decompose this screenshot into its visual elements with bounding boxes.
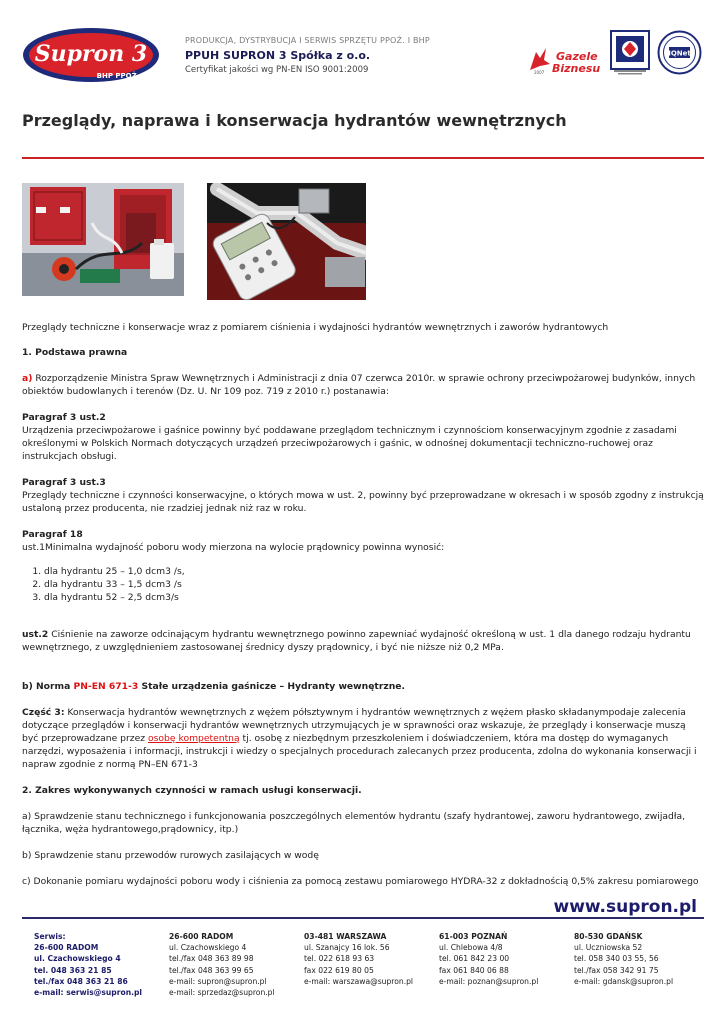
title-divider bbox=[22, 157, 704, 159]
paragraf-18-text: ust.1Minimalna wydajność poboru wody mierzona na wylocie prądownicy powinna wynosić: bbox=[22, 542, 445, 553]
badge-year: 2007 bbox=[534, 70, 545, 75]
footer-line: tel./fax 048 363 99 65 bbox=[169, 965, 254, 975]
gazelle-icon bbox=[530, 48, 550, 70]
norm-heading bbox=[22, 680, 704, 693]
page-header bbox=[0, 0, 725, 100]
footer-line: tel. 058 340 03 55, 56 bbox=[574, 954, 659, 964]
czesc-3-label: Część 3: bbox=[22, 707, 65, 718]
footer-col-warszawa bbox=[304, 931, 434, 987]
footer-divider bbox=[22, 917, 704, 919]
hydrant-cabinet-photo bbox=[22, 183, 184, 296]
footer-line: ul. Czachowskiego 4 bbox=[169, 943, 247, 953]
footer-line: Serwis: bbox=[34, 932, 66, 941]
section2-heading: 2. Zakres wykonywanych czynności w ramach usługi konserwacji. bbox=[22, 785, 362, 796]
logo-text: Supron 3 bbox=[34, 41, 148, 67]
footer-city: 80-530 GDAŃSK bbox=[574, 932, 643, 941]
footer-col-serwis bbox=[34, 931, 164, 998]
iqnet-text: IQNet bbox=[668, 49, 691, 58]
norm-suffix: Stałe urządzenia gaśnicze – Hydranty wewnętrzne. bbox=[138, 681, 405, 692]
section1-a-paragraph bbox=[22, 372, 704, 398]
footer-email[interactable]: e-mail: serwis@supron.pl bbox=[34, 988, 143, 998]
gazele-biznesu-badge bbox=[526, 44, 602, 76]
section2-a-text: a) Sprawdzenie stanu technicznego i funkcjonowania poszczególnych elementów hydrantu (szafy hydrantowej, zaworu hydrantowego, zwijadła, łącznika, węża hydrantowego,prądownicy, itp.) bbox=[22, 811, 685, 835]
footer-line: tel. 061 842 23 00 bbox=[439, 954, 510, 964]
ust2-paragraph bbox=[22, 628, 704, 654]
iqnet-badge-icon bbox=[657, 30, 702, 75]
supron-logo[interactable] bbox=[22, 27, 160, 83]
logo-subtext: BHP PPOŻ. bbox=[96, 72, 140, 80]
ust2-text: Ciśnienie na zaworze odcinającym hydrantu wewnętrznego powinno zapewniać wydajność określoną w ust. 1 dla danego rodzaju hydrantu wewnętrznego, z uwzględnieniem zastosowanej średnicy dyszy prądownicy, i być nie niższe niż 0,2 MPa. bbox=[22, 629, 691, 653]
czesc-3-text-2: tj. osobę z niezbędnym przeszkoleniem i doświadczeniem, która ma dostęp do wymaganych narzędzi, wyposażenia i informacji, instrukcji i wiedzy o specjalnych procedurach zalecanych przez producenta, zdolna do wykonania konserwacji i napraw zgodnie z normą PN–EN 671-3 bbox=[22, 733, 697, 770]
intro-text: Przeglądy techniczne i konserwacje wraz z pomiarem ciśnienia i wydajności hydrantów wewnętrznych i zaworów hydrantowych bbox=[22, 322, 609, 333]
section2-b-text: b) Sprawdzenie stanu przewodów rurowych zasilających w wodę bbox=[22, 850, 319, 861]
section2-c-text: c) Dokonanie pomiaru wydajności poboru wody i ciśnienia za pomocą zestawu pomiarowego HYDRA-32 z dokładnością 0,5% zakresu pomiarowego bbox=[22, 876, 699, 887]
footer-email[interactable]: e-mail: gdansk@supron.pl bbox=[574, 976, 674, 986]
badge-biznesu-text: Biznesu bbox=[552, 62, 601, 75]
footer-city: 61-003 POZNAŃ bbox=[439, 932, 508, 941]
paragraf-3-2-text: Urządzenia przeciwpożarowe i gaśnice powinny być poddawane przeglądom technicznym i czynnościom konserwacyjnym zgodnie z zasadami określonymi w Polskich Normach dotyczących urządzeń przeciwpożarowych i gaśnic, w odnośnej dokumentacji techniczno-ruchowej oraz instrukcjach obsługi. bbox=[22, 425, 677, 462]
certificate-line: Certyfikat jakości wg PN-EN ISO 9001:2009 bbox=[185, 65, 369, 75]
footer-email[interactable]: e-mail: warszawa@supron.pl bbox=[304, 976, 414, 986]
footer-line: tel. 048 363 21 85 bbox=[34, 965, 112, 975]
norm-code: PN-EN 671-3 bbox=[73, 681, 139, 692]
header-info bbox=[185, 36, 430, 75]
footer-line: fax 022 619 80 05 bbox=[304, 965, 374, 975]
footer-email[interactable]: e-mail: poznan@supron.pl bbox=[439, 976, 539, 986]
header-tagline: PRODUKCJA, DYSTRYBUCJA I SERWIS SPRZĘTU PPOŻ. I BHP bbox=[185, 36, 430, 45]
competent-person-link[interactable]: osobę kompetentną bbox=[148, 733, 240, 744]
ust2-label: ust.2 bbox=[22, 629, 49, 640]
footer-email[interactable]: e-mail: supron@supron.pl bbox=[169, 976, 267, 986]
footer-line: tel./fax 048 363 21 86 bbox=[34, 976, 128, 986]
list-item: 1. dla hydrantu 25 – 1,0 dcm3 /s, bbox=[44, 565, 704, 578]
footer-line: ul. Szanajcy 16 lok. 56 bbox=[304, 943, 390, 953]
website-link[interactable]: www.supron.pl bbox=[553, 897, 697, 917]
main-content bbox=[22, 321, 704, 888]
footer-email[interactable]: e-mail: sprzedaz@supron.pl bbox=[169, 988, 275, 998]
footer-line: 26-600 RADOM bbox=[34, 943, 99, 953]
footer-city: 26-600 RADOM bbox=[169, 932, 234, 941]
footer-line: tel. 022 618 93 63 bbox=[304, 954, 375, 964]
section1-heading: 1. Podstawa prawna bbox=[22, 347, 128, 358]
paragraf-3-3-text: Przeglądy techniczne i czynności konserwacyjne, o których mowa w ust. 2, powinny być przeprowadzane w okresach i w sposób zgodny z instrukcją ustaloną przez producenta, nie rzadziej jednak niż raz w roku. bbox=[22, 490, 704, 514]
paragraf-3-2-heading: Paragraf 3 ust.2 bbox=[22, 412, 106, 423]
page-title: Przeglądy, naprawa i konserwacja hydrantów wewnętrznych bbox=[22, 111, 567, 130]
footer-line: ul. Czachowskiego 4 bbox=[34, 954, 121, 964]
paragraf-3-3-heading: Paragraf 3 ust.3 bbox=[22, 477, 106, 488]
pressure-gauge-photo bbox=[207, 183, 366, 300]
czesc-3-text-1: Konserwacja hydrantów wewnętrznych z wężem półsztywnym i hydrantów wewnętrznych z wężem płasko składanympodaje zalecenia dotyczące przeglądów i konserwacji hydrantów wewnętrznych utrzymujących je w sprawności oraz wskazuje, że przeglądy i konserwacje muszą być przeprowadzane przez bbox=[22, 707, 686, 744]
footer-line: tel./fax 058 342 91 75 bbox=[574, 965, 659, 975]
footer-line: tel./fax 048 363 89 98 bbox=[169, 954, 254, 964]
norm-prefix: b) Norma bbox=[22, 681, 74, 692]
paragraf-18-heading: Paragraf 18 bbox=[22, 529, 83, 540]
company-name: PPUH SUPRON 3 Spółka z o.o. bbox=[185, 49, 371, 62]
footer-col-radom bbox=[169, 931, 299, 998]
section1-a-text: Rozporządzenie Ministra Spraw Wewnętrznych i Administracji z dnia 07 czerwca 2010r. w sprawie ochrony przeciwpożarowej budynków, innych obiektów budowlanych i terenów (Dz. U. Nr 109 poz. 719 z 2010 r.) postanawia: bbox=[22, 373, 696, 397]
list-item: 2. dla hydrantu 33 – 1,5 dcm3 /s bbox=[44, 578, 704, 591]
footer-col-gdansk bbox=[574, 931, 704, 987]
section1-a-label: a) bbox=[22, 373, 33, 384]
footer-line: ul. Chlebowa 4/8 bbox=[439, 943, 503, 953]
footer-col-poznan bbox=[439, 931, 569, 987]
list-item: 3. dla hydrantu 52 – 2,5 dcm3/s bbox=[44, 591, 704, 604]
badge-gazele-text: Gazele bbox=[556, 50, 598, 63]
certification-seal-icon bbox=[610, 30, 650, 75]
footer-city: 03-481 WARSZAWA bbox=[304, 932, 387, 941]
footer-line: fax 061 840 06 88 bbox=[439, 965, 509, 975]
czesc-3-paragraph bbox=[22, 706, 704, 771]
hydrant-flow-list bbox=[22, 565, 704, 604]
footer-line: ul. Uczniowska 52 bbox=[574, 943, 643, 953]
